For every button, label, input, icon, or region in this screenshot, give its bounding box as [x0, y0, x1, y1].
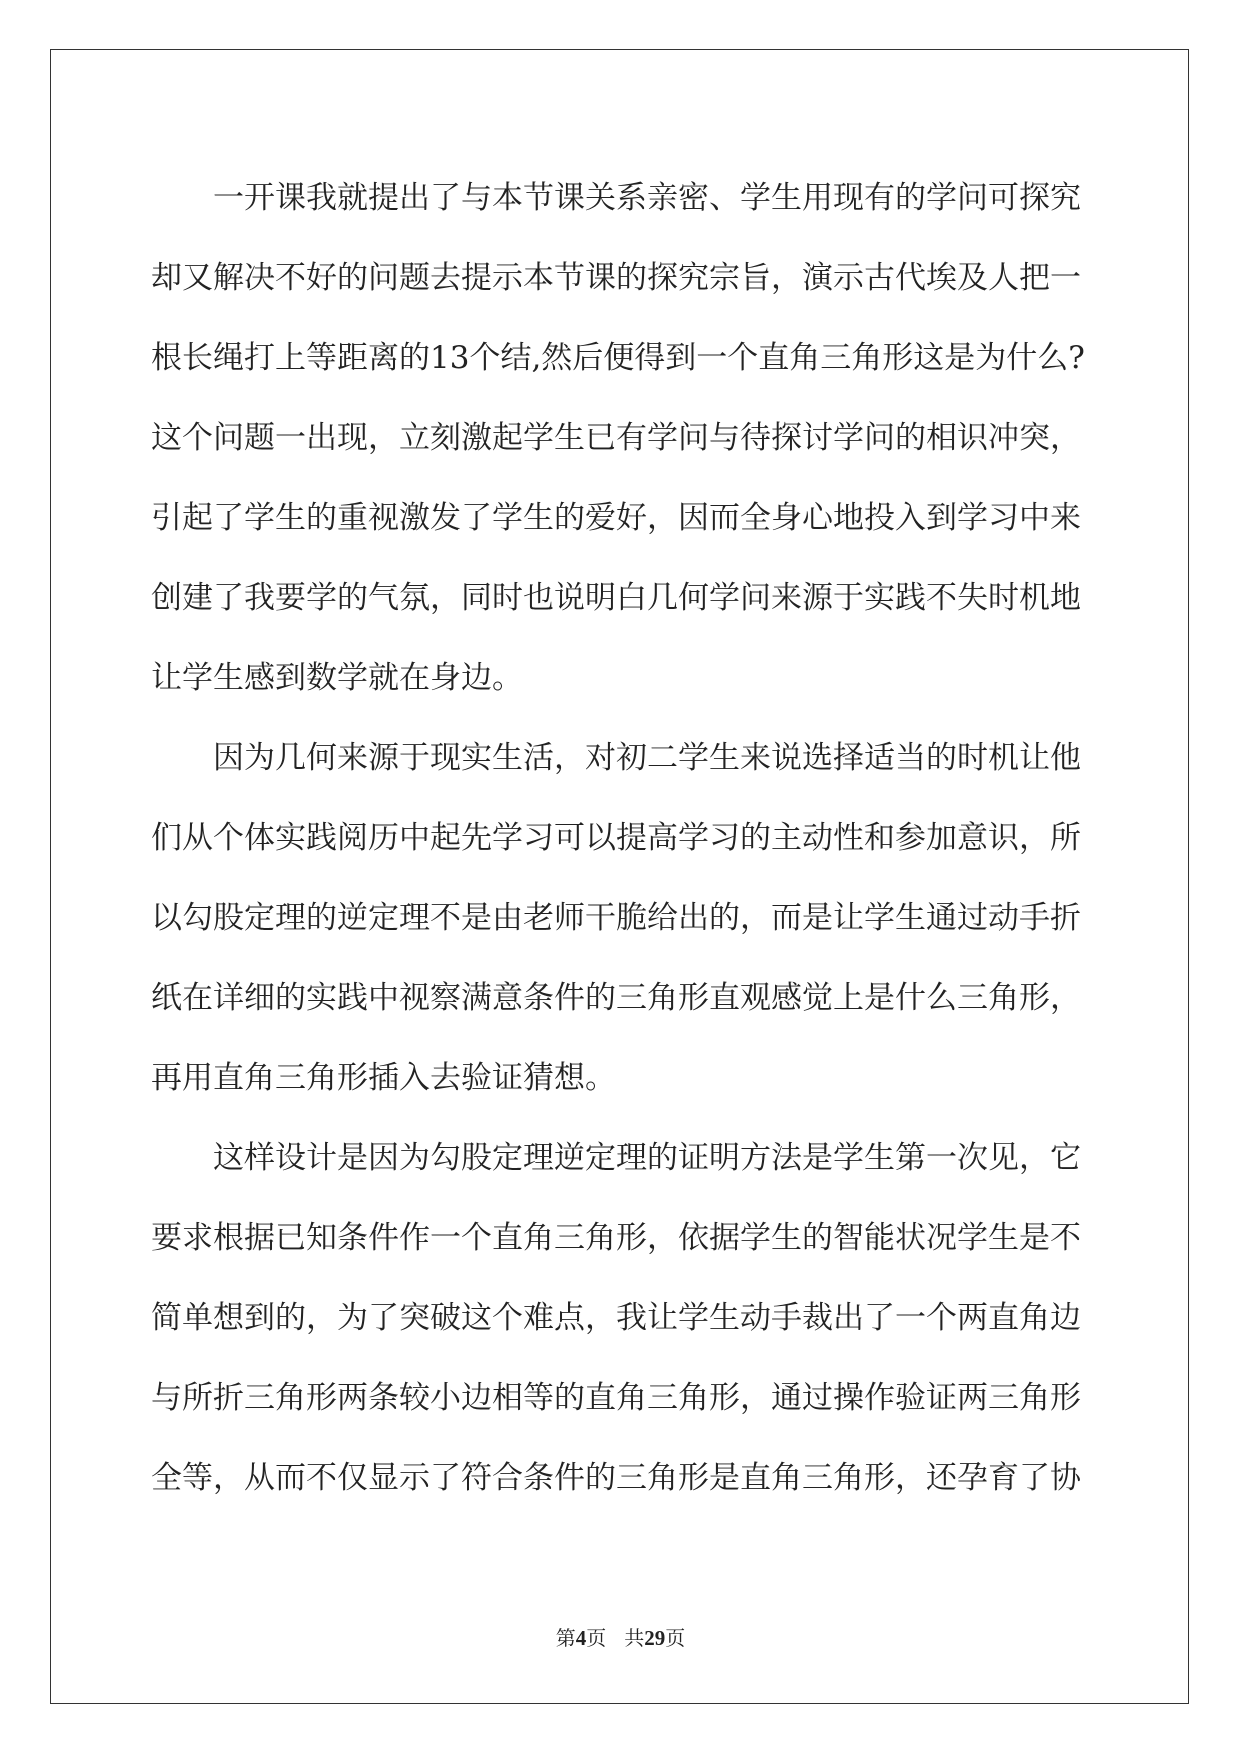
paragraph-2-line-3: 以勾股定理的逆定理不是由老师干脆给出的，而是让学生通过动手折: [151, 900, 1081, 936]
paragraph-2-line-4: 纸在详细的实践中视察满意条件的三角形直观感觉上是什么三角形，: [151, 980, 1081, 1016]
page-label-prefix: 第: [555, 1626, 576, 1650]
paragraph-1-line-7: 让学生感到数学就在身边。: [151, 660, 523, 696]
paragraph-3-line-5: 全等，从而不仅显示了符合条件的三角形是直角三角形，还孕育了协: [151, 1460, 1081, 1496]
total-label-suffix: 页: [665, 1626, 686, 1650]
total-label-prefix: 共: [624, 1626, 645, 1650]
document-body: [151, 158, 1091, 1518]
paragraph-1-line-5: 引起了学生的重视激发了学生的爱好，因而全身心地投入到学习中来: [151, 500, 1081, 536]
page-footer: [0, 1622, 1241, 1651]
paragraph-3-line-1: 这样设计是因为勾股定理逆定理的证明方法是学生第一次见，它: [213, 1140, 1081, 1176]
paragraph-2-line-5: 再用直角三角形插入去验证猜想。: [151, 1060, 616, 1096]
page-number: 4: [575, 1626, 587, 1650]
paragraph-1-line-1: 一开课我就提出了与本节课关系亲密、学生用现有的学问可探究: [213, 180, 1081, 216]
paragraph-2-line-2: 们从个体实践阅历中起先学习可以提高学习的主动性和参加意识，所: [151, 820, 1081, 856]
paragraph-1-line-6: 创建了我要学的气氛，同时也说明白几何学问来源于实践不失时机地: [151, 580, 1081, 616]
paragraph-3-line-3: 简单想到的，为了突破这个难点，我让学生动手裁出了一个两直角边: [151, 1300, 1081, 1336]
paragraph-1-line-2: 却又解决不好的问题去提示本节课的探究宗旨，演示古代埃及人把一: [151, 260, 1081, 296]
total-pages: 29: [644, 1626, 666, 1650]
paragraph-2-line-1: 因为几何来源于现实生活，对初二学生来说选择适当的时机让他: [213, 740, 1081, 776]
paragraph-3-line-2: 要求根据已知条件作一个直角三角形，依据学生的智能状况学生是不: [151, 1220, 1081, 1256]
page-label-suffix: 页: [586, 1626, 607, 1650]
paragraph-1-line-3: 根长绳打上等距离的13个结,然后便得到一个直角三角形这是为什么?: [151, 340, 1085, 376]
paragraph-3-line-4: 与所折三角形两条较小边相等的直角三角形，通过操作验证两三角形: [151, 1380, 1081, 1416]
paragraph-1-line-4: 这个问题一出现，立刻激起学生已有学问与待探讨学问的相识冲突，: [151, 420, 1081, 456]
